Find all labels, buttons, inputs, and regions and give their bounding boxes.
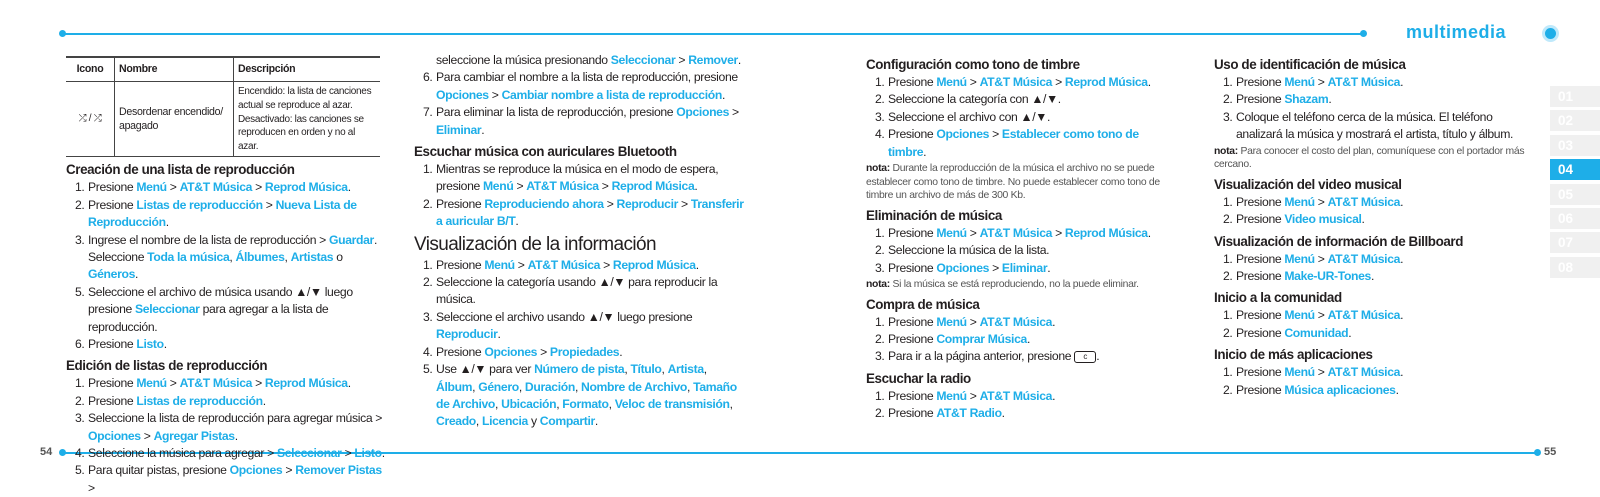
step-item: 1.Presione Menú > AT&T Música > Reprod Música. bbox=[866, 74, 1176, 91]
step-item: 2.Presione Música aplicaciones. bbox=[1214, 382, 1534, 399]
step-item: 5.Use ▲/▼ para ver Número de pista, Título, Artista, Álbum, Género, Duración, Nombre de Archivo, Tamaño de Archivo, Ubicación, Formato, Veloc de transmisión, Creado, Licencia y Compartir. bbox=[423, 362, 737, 429]
step-item: 3.Coloque el teléfono cerca de la música. El teléfono analizará la música y mostrará el artista, título y álbum. bbox=[1223, 109, 1514, 142]
menu-path-link[interactable]: Géneros bbox=[88, 267, 135, 282]
column-4 bbox=[1214, 52, 1534, 399]
menu-path-link[interactable]: Comunidad bbox=[1284, 325, 1349, 340]
menu-path-link[interactable]: Seleccionar bbox=[135, 302, 200, 317]
menu-path-link[interactable]: Opciones bbox=[484, 344, 538, 359]
menu-path-link[interactable]: Música aplicaciones bbox=[1284, 382, 1396, 397]
step-number: 2. bbox=[1223, 269, 1233, 284]
menu-path-link[interactable]: AT&T Música bbox=[1327, 194, 1401, 209]
step-continuation: seleccione la música presionando Seleccionar > Remover. bbox=[436, 53, 741, 67]
menu-path-link[interactable]: Nueva Lista de Reproducción bbox=[88, 197, 357, 230]
steps-list bbox=[1214, 307, 1534, 342]
menu-path-link[interactable]: Menú bbox=[1284, 75, 1315, 89]
menu-path-link[interactable]: AT&T Música bbox=[1327, 75, 1401, 89]
menu-path-link[interactable]: Seleccionar bbox=[276, 446, 342, 461]
section-heading: Compra de música bbox=[866, 296, 980, 312]
menu-path-link[interactable]: Reprod Música bbox=[264, 180, 348, 195]
table-header: Descripción bbox=[234, 57, 381, 82]
step-number: 2. bbox=[75, 393, 85, 408]
section-heading: Inicio a la comunidad bbox=[1214, 290, 1342, 306]
page-number-right: 55 bbox=[1544, 446, 1557, 458]
footer-rule-dot-right bbox=[1534, 449, 1541, 456]
steps-list bbox=[1214, 251, 1534, 286]
menu-path-link[interactable]: AT&T Música bbox=[526, 179, 599, 194]
step-number: 5. bbox=[75, 284, 85, 299]
step-item: 1.Presione Menú > AT&T Música. bbox=[1214, 251, 1534, 268]
step-item: 3.Seleccione el archivo con ▲/▼. bbox=[866, 109, 1176, 126]
menu-path-link[interactable]: Menú bbox=[136, 376, 167, 391]
step-number: 1. bbox=[75, 180, 85, 195]
steps-list bbox=[66, 179, 390, 353]
step-item: 2.Seleccione la categoría usando ▲/▼ para reproducir la música. bbox=[423, 275, 718, 307]
menu-path-link[interactable]: Reprod Música bbox=[611, 179, 695, 194]
chapter-tab[interactable]: 02 bbox=[1550, 110, 1600, 131]
step-item: 1.Presione Menú > AT&T Música. bbox=[866, 388, 1176, 405]
step-item: 1.Presione Menú > AT&T Música. bbox=[866, 314, 1176, 331]
table-cell-description: Encendido: la lista de canciones actual se reproduce al azar. Desactivado: las canciones se reproducen en orden y no al azar. bbox=[234, 82, 381, 157]
menu-path-link[interactable]: Reprod Música bbox=[1064, 75, 1148, 89]
menu-path-link[interactable]: Remover Pistas bbox=[295, 463, 382, 478]
menu-path-link[interactable]: Eliminar bbox=[436, 122, 482, 137]
menu-path-link[interactable]: AT&T Música bbox=[979, 225, 1053, 240]
table-header: Nombre bbox=[115, 57, 234, 82]
section-heading: Creación de una lista de reproducción bbox=[66, 162, 295, 178]
step-item: 2.Presione Listas de reproducción. bbox=[66, 393, 390, 410]
section-heading: Escuchar música con auriculares Bluetooth bbox=[414, 144, 677, 160]
section-heading: Visualización del video musical bbox=[1214, 176, 1402, 192]
menu-path-link[interactable]: Ubicación bbox=[501, 396, 557, 411]
step-item: 2.Presione Reproduciendo ahora > Reproducir > Transferir a auricular B/T. bbox=[423, 196, 744, 229]
step-item: 6.Presione Listo. bbox=[66, 336, 390, 353]
chapter-tab[interactable]: 03 bbox=[1550, 135, 1600, 156]
step-item: 2.Presione Listas de reproducción > Nueva Lista de Reproducción. bbox=[75, 197, 357, 230]
step-number: 2. bbox=[875, 332, 885, 347]
step-item: 2.Presione Comprar Música. bbox=[866, 331, 1176, 348]
section-heading: Configuración como tono de timbre bbox=[866, 57, 1080, 72]
menu-path-link[interactable]: Formato bbox=[562, 396, 609, 411]
steps-list bbox=[866, 314, 1176, 366]
step-number: 1. bbox=[423, 162, 433, 177]
menu-path-link[interactable]: Género bbox=[478, 379, 519, 394]
steps-list bbox=[414, 161, 744, 231]
note: nota: Durante la reproducción de la música el archivo no se puede establecer como tono de timbre. No puede establecer como tono de timbre un archivo de más de 300 Kb. bbox=[866, 163, 1160, 202]
menu-path-link[interactable]: Artista bbox=[667, 362, 704, 377]
step-number: 2. bbox=[875, 92, 885, 107]
menu-path-link[interactable]: AT&T Música bbox=[1327, 308, 1401, 323]
step-number: 4. bbox=[423, 344, 433, 359]
step-item: 2.Presione Comunidad. bbox=[1214, 325, 1534, 342]
chapter-tabs bbox=[1550, 86, 1600, 281]
menu-path-link[interactable]: Menú bbox=[136, 180, 167, 195]
menu-path-link[interactable]: Transferir a auricular B/T bbox=[436, 196, 744, 229]
menu-path-link[interactable]: Reproduciendo ahora bbox=[484, 196, 604, 211]
menu-path-link[interactable]: Propiedades bbox=[549, 344, 620, 359]
step-item: 3.Para ir a la página anterior, presione c . bbox=[866, 348, 1176, 365]
menu-path-link[interactable]: Duración bbox=[524, 379, 575, 394]
section-heading: Eliminación de música bbox=[866, 207, 1002, 223]
step-number: 4. bbox=[875, 127, 885, 142]
step-item: 3.Ingrese el nombre de la lista de reproducción > Guardar. Seleccione Toda la música, Álbumes, Artistas o Géneros. bbox=[75, 232, 377, 282]
table-header: Icono bbox=[66, 57, 115, 82]
menu-path-link[interactable]: Agregar Pistas bbox=[153, 428, 235, 443]
step-number: 2. bbox=[1223, 382, 1233, 397]
menu-path-link[interactable]: Seleccionar bbox=[610, 53, 676, 67]
step-item: 1.Presione Menú > AT&T Música > Reprod Música. bbox=[414, 257, 744, 274]
menu-path-link[interactable]: Opciones bbox=[229, 463, 283, 478]
menu-path-link[interactable]: Guardar bbox=[328, 232, 374, 247]
steps-list bbox=[1214, 74, 1534, 144]
steps-list bbox=[66, 375, 390, 497]
menu-path-link[interactable]: Reprod Música bbox=[612, 257, 696, 272]
icon-table bbox=[66, 56, 380, 157]
column-3 bbox=[866, 52, 1176, 423]
shuffle-icon: ⤮ / ⤮ bbox=[66, 82, 115, 157]
menu-path-link[interactable]: Creado bbox=[436, 414, 476, 429]
step-number: 3. bbox=[875, 109, 885, 124]
menu-path-link[interactable]: Menú bbox=[1284, 194, 1315, 209]
page-number-left: 54 bbox=[40, 446, 53, 458]
menu-path-link[interactable]: Shazam bbox=[1284, 92, 1329, 107]
step-number: 1. bbox=[1223, 308, 1233, 323]
menu-path-link[interactable]: Opciones bbox=[676, 105, 730, 120]
menu-path-link[interactable]: Establecer como tono de timbre bbox=[888, 127, 1139, 159]
steps-list bbox=[1214, 364, 1534, 399]
menu-path-link[interactable]: Listo bbox=[354, 446, 382, 461]
note-label: nota: bbox=[866, 163, 893, 175]
menu-path-link[interactable]: Reproducir bbox=[436, 327, 498, 342]
steps-list bbox=[414, 69, 744, 139]
step-number: 6. bbox=[75, 337, 85, 352]
menu-path-link[interactable]: AT&T Música bbox=[527, 257, 601, 272]
menu-path-link[interactable]: Álbumes bbox=[235, 250, 285, 264]
menu-path-link[interactable]: AT&T Música bbox=[1327, 251, 1401, 266]
section-title: Visualización de la información bbox=[414, 233, 656, 255]
menu-path-link[interactable]: Menú bbox=[1284, 308, 1315, 323]
section-heading: Uso de identificación de música bbox=[1214, 57, 1406, 72]
step-number: 6. bbox=[423, 70, 433, 85]
section-heading: Escuchar la radio bbox=[866, 370, 971, 386]
menu-path-link[interactable]: Compartir bbox=[539, 414, 595, 429]
step-number: 1. bbox=[1223, 365, 1233, 380]
menu-path-link[interactable]: Remover bbox=[688, 53, 738, 67]
menu-path-link[interactable]: Artistas bbox=[290, 250, 334, 264]
menu-path-link[interactable]: Comprar Música bbox=[936, 332, 1027, 347]
chapter-tab[interactable]: 01 bbox=[1550, 86, 1600, 107]
header-rule bbox=[62, 33, 1362, 35]
step-number: 2. bbox=[423, 196, 433, 211]
step-number: 3. bbox=[75, 411, 85, 426]
step-number: 3. bbox=[75, 232, 85, 247]
menu-path-link[interactable]: Licencia bbox=[481, 414, 528, 429]
step-item: 1.Presione Menú > AT&T Música. bbox=[1214, 194, 1534, 211]
chapter-tab[interactable]: 06 bbox=[1550, 208, 1600, 229]
step-item: 4.Presione Opciones > Establecer como tono de timbre. bbox=[875, 127, 1139, 159]
step-item: 1.Presione Menú > AT&T Música > Reprod Música. bbox=[66, 375, 390, 392]
step-number: 3. bbox=[1223, 109, 1233, 124]
chapter-tab[interactable]: 05 bbox=[1550, 184, 1600, 205]
step-item: 3.Seleccione la lista de reproducción para agregar música > Opciones > Agregar Pistas. bbox=[75, 411, 383, 443]
steps-list bbox=[866, 388, 1176, 423]
menu-path-link[interactable]: Reprod Música bbox=[264, 376, 348, 391]
menu-path-link[interactable]: AT&T Música bbox=[979, 75, 1053, 89]
step-item: 2.Presione AT&T Radio. bbox=[866, 405, 1176, 422]
menu-path-link[interactable]: Opciones bbox=[936, 260, 990, 275]
menu-path-link[interactable]: Tamaño de Archivo bbox=[436, 379, 737, 411]
menu-path-link[interactable]: Toda la música bbox=[147, 250, 230, 264]
column-2 bbox=[414, 52, 744, 431]
chapter-tab[interactable]: 08 bbox=[1550, 257, 1600, 278]
step-item: 5.Para quitar pistas, presione Opciones > Remover Pistas > bbox=[75, 463, 382, 495]
menu-path-link[interactable]: AT&T Radio bbox=[936, 406, 1002, 421]
chapter-tab[interactable]: 07 bbox=[1550, 232, 1600, 253]
step-item: 2.Presione Shazam. bbox=[1214, 91, 1534, 108]
step-item: 2.Presione Make-UR-Tones. bbox=[1214, 268, 1534, 285]
step-item: 6.Para cambiar el nombre a la lista de reproducción, presione Opciones > Cambiar nombre a lista de reproducción. bbox=[423, 70, 738, 102]
step-item: 3.Seleccione el archivo usando ▲/▼ luego presione Reproducir. bbox=[423, 309, 693, 342]
step-item: 1.Mientras se reproduce la música en el modo de espera, presione Menú > AT&T Música > Reprod Música. bbox=[423, 162, 719, 194]
step-number: 1. bbox=[875, 225, 885, 240]
section-heading: Inicio de más aplicaciones bbox=[1214, 347, 1373, 363]
step-item: 4.Presione Opciones > Propiedades. bbox=[414, 344, 744, 361]
chapter-tab-active[interactable]: 04 bbox=[1550, 159, 1600, 180]
menu-path-link[interactable]: Make-UR-Tones bbox=[1284, 269, 1371, 284]
step-number: 3. bbox=[875, 260, 885, 275]
header-brand-dot bbox=[1545, 28, 1556, 39]
menu-path-link[interactable]: Opciones bbox=[88, 428, 141, 443]
steps-list bbox=[1214, 194, 1534, 229]
menu-path-link[interactable]: Menú bbox=[1284, 365, 1315, 380]
step-item: 4.Seleccione la música para agregar > Seleccionar > Listo. bbox=[66, 445, 390, 462]
step-item: 7.Para eliminar la lista de reproducción, presione Opciones > Eliminar. bbox=[423, 105, 739, 137]
menu-path-link[interactable]: AT&T Música bbox=[979, 314, 1053, 329]
section-brand: multimedia bbox=[1406, 22, 1507, 42]
step-number: 2. bbox=[875, 243, 885, 258]
step-number: 3. bbox=[875, 349, 885, 364]
step-number: 5. bbox=[423, 362, 433, 377]
menu-path-link[interactable]: Listas de reproducción bbox=[136, 197, 263, 212]
step-number: 1. bbox=[423, 257, 433, 272]
menu-path-link[interactable]: Álbum bbox=[436, 379, 473, 394]
step-item: 1.Presione Menú > AT&T Música. bbox=[1214, 74, 1534, 91]
menu-path-link[interactable]: Menú bbox=[936, 314, 967, 329]
menu-path-link[interactable]: Menú bbox=[1284, 251, 1315, 266]
note-label: nota: bbox=[1214, 145, 1241, 157]
menu-path-link[interactable]: Listas de reproducción bbox=[136, 393, 263, 408]
step-number: 1. bbox=[875, 314, 885, 329]
note: nota: Si la música se está reproduciendo, no la puede eliminar. bbox=[866, 279, 1139, 291]
section-heading: Visualización de información de Billboard bbox=[1214, 233, 1463, 249]
menu-path-link[interactable]: Opciones bbox=[936, 127, 990, 142]
step-number: 2. bbox=[1223, 212, 1233, 227]
step-number: 2. bbox=[1223, 92, 1233, 107]
step-item: 5.Seleccione el archivo de música usando ▲/▼ luego presione Seleccionar para agregar a la lista de reproducción. bbox=[75, 284, 353, 334]
menu-path-link[interactable]: Reproducir bbox=[616, 196, 679, 211]
header-rule-dot-right bbox=[1360, 30, 1367, 37]
menu-path-link[interactable]: Nombre de Archivo bbox=[581, 379, 688, 394]
steps-list bbox=[866, 225, 1176, 277]
step-item: 1.Presione Menú > AT&T Música > Reprod Música. bbox=[866, 225, 1176, 242]
step-item: 2.Seleccione la música de la lista. bbox=[866, 242, 1176, 259]
step-number: 1. bbox=[1223, 75, 1233, 89]
menu-path-link[interactable]: Veloc de transmisión bbox=[614, 396, 730, 411]
step-number: 2. bbox=[875, 406, 885, 421]
menu-path-link[interactable]: Eliminar bbox=[1001, 260, 1048, 275]
menu-path-link[interactable]: AT&T Música bbox=[1327, 365, 1401, 380]
note-label: nota: bbox=[866, 279, 893, 291]
step-item: 2.Seleccione la categoría con ▲/▼. bbox=[866, 91, 1176, 108]
step-number: 5. bbox=[75, 463, 85, 478]
menu-path-link[interactable]: AT&T Música bbox=[979, 388, 1053, 403]
menu-path-link[interactable]: Menú bbox=[936, 225, 967, 240]
menu-path-link[interactable]: Reprod Música bbox=[1064, 225, 1148, 240]
menu-path-link[interactable]: Título bbox=[630, 362, 662, 377]
step-number: 1. bbox=[1223, 251, 1233, 266]
menu-path-link[interactable]: Cambiar nombre a lista de reproducción bbox=[501, 87, 722, 102]
step-item: 1.Presione Menú > AT&T Música > Reprod Música. bbox=[66, 179, 390, 196]
menu-path-link[interactable]: Número de pista bbox=[534, 362, 625, 377]
menu-path-link[interactable]: Menú bbox=[936, 388, 967, 403]
step-number: 1. bbox=[1223, 194, 1233, 209]
step-number: 2. bbox=[1223, 325, 1233, 340]
menu-path-link[interactable]: Listo bbox=[136, 337, 164, 352]
menu-path-link[interactable]: Menú bbox=[484, 257, 515, 272]
step-number: 2. bbox=[423, 275, 433, 290]
step-number: 2. bbox=[75, 197, 85, 212]
table-cell-name: Desordenar encendido/ apagado bbox=[115, 82, 234, 157]
menu-path-link[interactable]: Video musical bbox=[1284, 212, 1362, 227]
step-number: 1. bbox=[875, 75, 885, 89]
step-item: 2.Presione Video musical. bbox=[1214, 211, 1534, 228]
step-item: 1.Presione Menú > AT&T Música. bbox=[1214, 364, 1534, 381]
clear-key-icon: c bbox=[1074, 351, 1096, 363]
note: nota: Para conocer el costo del plan, comuníquese con el portador más cercano. bbox=[1214, 145, 1525, 171]
menu-path-link[interactable]: Menú bbox=[936, 75, 967, 89]
step-item: 3.Presione Opciones > Eliminar. bbox=[866, 260, 1176, 277]
step-number: 4. bbox=[75, 446, 85, 461]
menu-path-link[interactable]: AT&T Música bbox=[179, 180, 253, 195]
steps-list bbox=[866, 74, 1176, 161]
step-number: 1. bbox=[75, 376, 85, 391]
step-number: 3. bbox=[423, 309, 433, 324]
steps-list bbox=[414, 257, 744, 431]
section-heading: Edición de listas de reproducción bbox=[66, 358, 268, 374]
step-number: 1. bbox=[875, 388, 885, 403]
menu-path-link[interactable]: AT&T Música bbox=[179, 376, 253, 391]
menu-path-link[interactable]: Menú bbox=[483, 179, 514, 194]
step-item: 1.Presione Menú > AT&T Música. bbox=[1214, 307, 1534, 324]
column-1 bbox=[66, 56, 390, 497]
menu-path-link[interactable]: Opciones bbox=[436, 87, 489, 102]
step-number: 7. bbox=[423, 105, 433, 120]
